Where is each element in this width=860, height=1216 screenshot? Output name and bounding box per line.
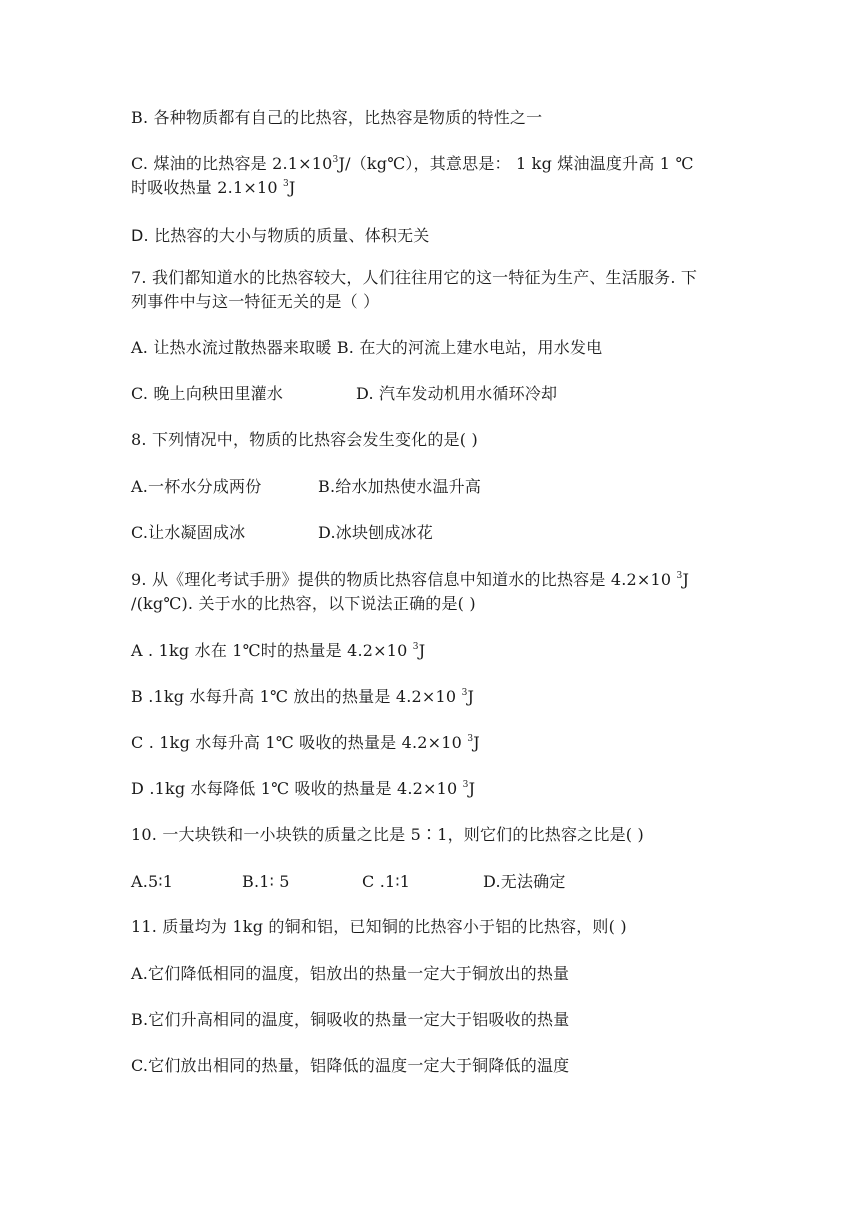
q9-option-b: B .1kg 水每升高 1℃ 放出的热量是 4.2×10 $^3$J <box>131 687 475 706</box>
q9-option-c: C . 1kg 水每升高 1℃ 吸收的热量是 4.2×10 $^3$J <box>131 733 480 752</box>
q11-option-c: C.它们放出相同的热量，铝降低的温度一定大于铜降低的温度 <box>131 1056 570 1075</box>
q6-option-d: D. 比热容的大小与物质的质量、体积无关 <box>131 226 430 245</box>
q7-option-a: A. 让热水流过散热器来取暖 <box>131 338 332 357</box>
q10-option-d: D.无法确定 <box>483 872 566 891</box>
q9-option-a: A . 1kg 水在 1℃时的热量是 4.2×10 $^3$J <box>131 641 426 660</box>
q10-option-b: B.1∶ 5 <box>242 872 290 891</box>
q10-option-c: C .1∶1 <box>362 872 411 891</box>
q6-option-b: B. 各种物质都有自己的比热容，比热容是物质的特性之一 <box>131 108 543 127</box>
q7-stem-line1: 7. 我们都知道水的比热容较大，人们往往用它的这一特征为生产、生活服务. 下 <box>131 268 698 287</box>
q7-options-row2 <box>131 382 283 406</box>
q7-stem-line2: 列事件中与这一特征无关的是（ ） <box>131 292 380 311</box>
q8-option-c: C.让水凝固成冰 <box>131 523 246 542</box>
q11-option-a: A.它们降低相同的温度，铝放出的热量一定大于铜放出的热量 <box>131 964 570 983</box>
q10-option-a: A.5∶1 <box>131 872 174 891</box>
q8-stem: 8. 下列情况中，物质的比热容会发生变化的是( ) <box>131 430 478 449</box>
q11-stem: 11. 质量均为 1kg 的铜和铝，已知铜的比热容小于铝的比热容，则( ) <box>131 917 627 936</box>
q7-option-c: C. 晚上向秧田里灌水 <box>131 384 284 403</box>
q9-option-d: D .1kg 水每降低 1℃ 吸收的热量是 4.2×10 $^3$J <box>131 779 476 798</box>
q11-option-b: B.它们升高相同的温度，铜吸收的热量一定大于铝吸收的热量 <box>131 1010 570 1029</box>
q6-option-c-line1: C. 煤油的比热容是 $2.1\times 10^3J/(kg℃)$，其意思是： 1 kg 煤油温度升高 1 ℃ <box>131 154 694 173</box>
q8-option-b: B.给水加热使水温升高 <box>318 477 482 496</box>
q8-option-a: A.一杯水分成两份 <box>131 477 262 496</box>
q6-option-c-line2: 时吸收热量 2.1×10 $^3$J <box>131 178 296 197</box>
q9-stem-line1: 9. 从《理化考试手册》提供的物质比热容信息中知道水的比热容是 4.2×10 $^3$J <box>131 570 690 589</box>
q7-option-b: B. 在大的河流上建水电站，用水发电 <box>336 338 603 357</box>
q10-stem: 10. 一大块铁和一小块铁的质量之比是 5∶1，则它们的比热容之比是( ) <box>131 825 644 844</box>
q8-option-d: D.冰块刨成冰花 <box>318 523 433 542</box>
q7-option-d: D. 汽车发动机用水循环冷却 <box>356 384 558 403</box>
q7-options-row1 <box>131 336 602 360</box>
q9-stem-line2: /(kg℃). 关于水的比热容，以下说法正确的是( ) <box>131 594 476 613</box>
